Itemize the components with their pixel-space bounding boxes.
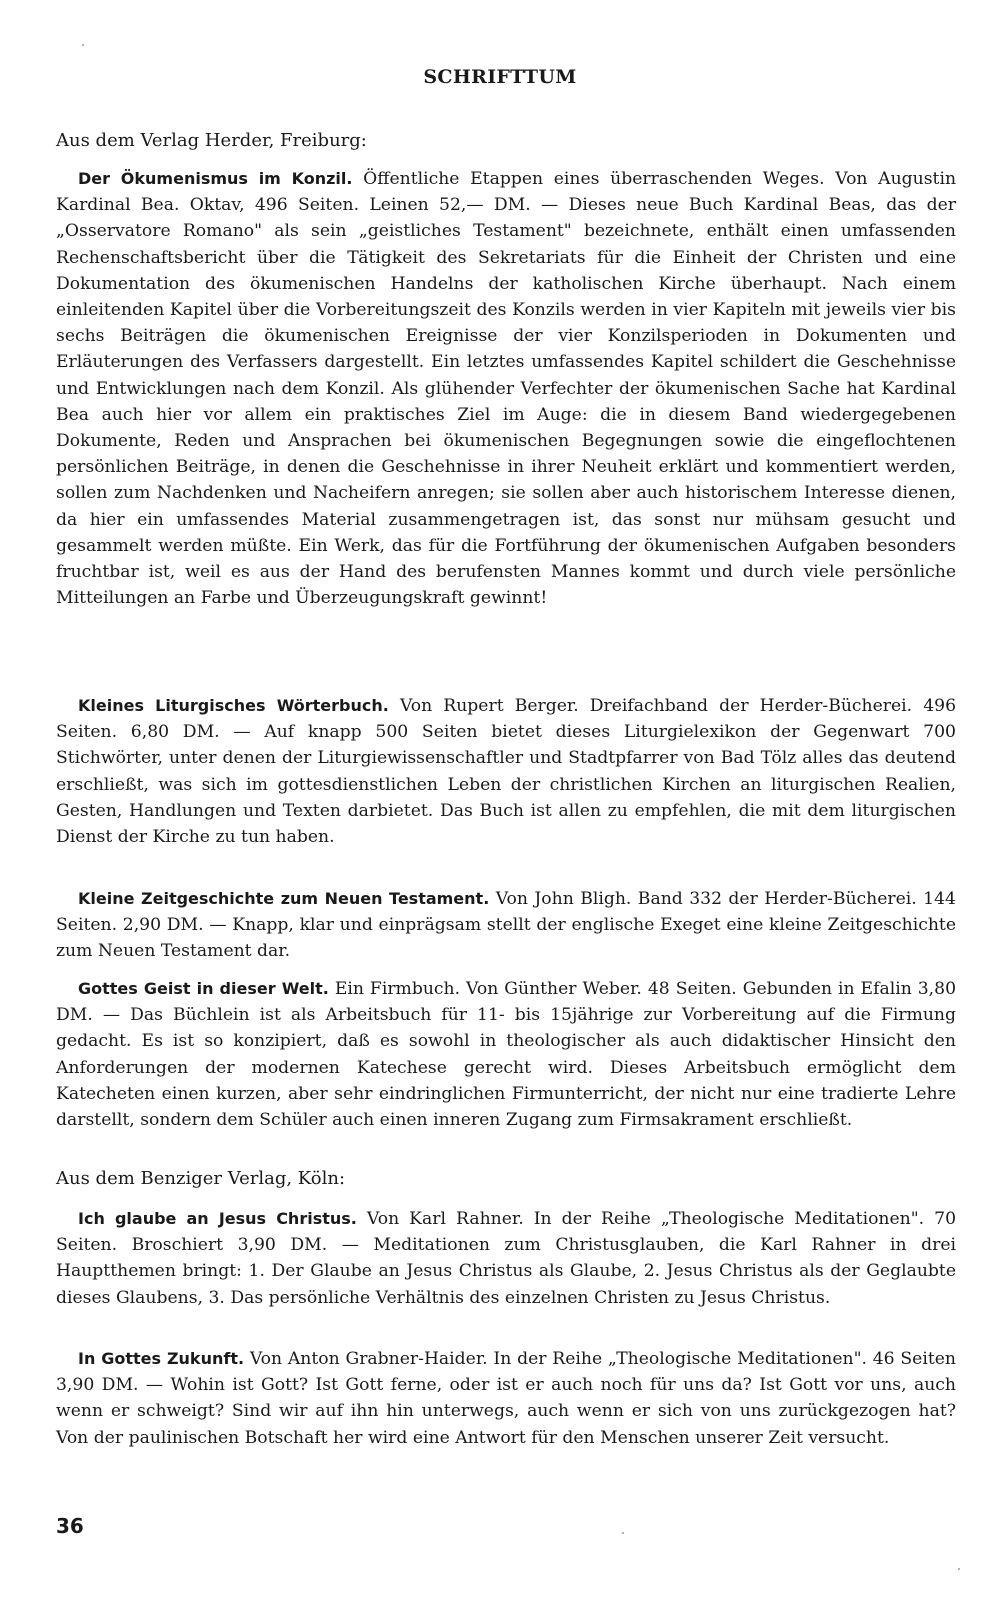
- book-title: Ich glaube an Jesus Christus.: [78, 1209, 357, 1228]
- review-text: Von John Bligh. Band 332 der Herder-Bücherei. 144 Seiten. 2,90 DM. — Knapp, klar und einprägsam stellt der englische Exeget eine kleine Zeitgeschichte zum Neuen Testament dar.: [56, 889, 956, 962]
- page-number: 36: [56, 1514, 84, 1538]
- book-title: Kleines Liturgisches Wörterbuch.: [78, 696, 389, 715]
- review-text: Von Rupert Berger. Dreifachband der Herder-Bücherei. 496 Seiten. 6,80 DM. — Auf knapp 500 Seiten bietet dieses Liturgielexikon der Gegenwart 700 Stichwörter, unter denen der Liturgiewissenschaftler und Stadtpfarrer von Bad Tölz alles das deutend erschließt, was sich im gottesdienstlichen Leben der christlichen Kirchen an liturgischen Realien, Gesten, Handlungen und Texten darbietet. Das Buch ist allen zu empfehlen, die mit dem liturgischen Dienst der Kirche zu tun haben.: [56, 696, 957, 848]
- publisher-heading-benziger: Aus dem Benziger Verlag, Köln:: [56, 1168, 346, 1189]
- publisher-heading-herder: Aus dem Verlag Herder, Freiburg:: [56, 130, 367, 151]
- review-entry: [56, 1346, 956, 1451]
- review-text: Von Karl Rahner. In der Reihe „Theologische Meditationen". 70 Seiten. Broschiert 3,90 DM. — Meditationen zum Christusglauben, die Karl Rahner in drei Hauptthemen bringt: 1. Der Glaube an Jesus Christus als Glaube, 2. Jesus Christus als der Geglaubte dieses Glaubens, 3. Das persönliche Verhältnis des einzelnen Christen zu Jesus Christus.: [56, 1209, 956, 1308]
- book-title: Gottes Geist in dieser Welt.: [78, 979, 329, 998]
- review-entry: [56, 886, 956, 965]
- book-title: Der Ökumenismus im Konzil.: [78, 169, 353, 188]
- book-title: Kleine Zeitgeschichte zum Neuen Testament.: [78, 889, 490, 908]
- review-entry: [56, 693, 956, 850]
- review-text: Ein Firmbuch. Von Günther Weber. 48 Seiten. Gebunden in Efalin 3,80 DM. — Das Büchlein ist als Arbeitsbuch für 11- bis 15jährige zur Vorbereitung auf die Firmung gedacht. Es ist so konzipiert, daß es sowohl in theologischer als auch didaktischer Hinsicht den Anforderungen der modernen Katechese gerecht wird. Dieses Arbeitsbuch ermöglicht dem Katecheten einen kurzen, aber sehr eindringlichen Firmunterricht, der nicht nur eine tradierte Lehre darstellt, sondern dem Schüler auch einen inneren Zugang zum Firmsakrament erschließt.: [56, 979, 957, 1131]
- review-text: Von Anton Grabner-Haider. In der Reihe „Theologische Meditationen". 46 Seiten 3,90 DM. — Wohin ist Gott? Ist Gott ferne, oder ist er auch noch für uns da? Ist Gott vor uns, auch wenn er schweigt? Sind wir auf ihn hin unterwegs, auch wenn er sich von uns zurückgezogen hat? Von der paulinischen Botschaft her wird eine Antwort für den Menschen unserer Zeit versucht.: [56, 1349, 956, 1448]
- book-title: In Gottes Zukunft.: [78, 1349, 245, 1368]
- page-title: SCHRIFTTUM: [423, 66, 577, 88]
- scan-speck: [82, 44, 84, 46]
- review-entry: [56, 1206, 956, 1311]
- scan-speck: [958, 1568, 960, 1570]
- scan-speck: [622, 1532, 624, 1534]
- review-entry: [56, 976, 956, 1133]
- review-text: Öffentliche Etappen eines überraschenden Weges. Von Augustin Kardinal Bea. Oktav, 496 Seiten. Leinen 52,— DM. — Dieses neue Buch Kardinal Beas, das der „Osservatore Romano" als sein „geistliches Testament" bezeichnete, enthält einen umfassenden Rechenschaftsbericht über die Tätigkeit des Sekretariats für die Einheit der Christen und eine Dokumentation des ökumenischen Handelns der katholischen Kirche überhaupt. Nach einem einleitenden Kapitel über die Vorbereitungszeit des Konzils werden in vier Kapiteln mit jeweils vier bis sechs Beiträgen die ökumenischen Ereignisse der vier Konzilsperioden in Dokumenten und Erläuterungen des Verfassers dargestellt. Ein letztes umfassendes Kapitel schildert die Geschehnisse und Entwicklungen nach dem Konzil. Als glühender Verfechter der ökumenischen Sache hat Kardinal Bea auch hier vor allem ein praktisches Ziel im Auge: die in diesem Band wiedergegebenen Dokumente, Reden und Ansprachen bei ökumenischen Begegnungen sowie die eingeflochtenen persönlichen Beiträge, in denen die Geschehnisse in ihrer Neuheit erklärt und kommentiert werden, sollen zum Nachdenken und Nacheifern anregen; sie sollen aber auch historischem Interesse dienen, da hier ein umfassendes Material zusammengetragen ist, das sonst nur mühsam gesucht und gesammelt werden müßte. Ein Werk, das für die Fortführung der ökumenischen Aufgaben besonders fruchtbar ist, weil es aus der Hand des berufensten Mannes kommt und durch viele persönliche Mitteilungen an Farbe und Überzeugungskraft gewinnt!: [56, 169, 957, 609]
- review-entry: [56, 166, 956, 611]
